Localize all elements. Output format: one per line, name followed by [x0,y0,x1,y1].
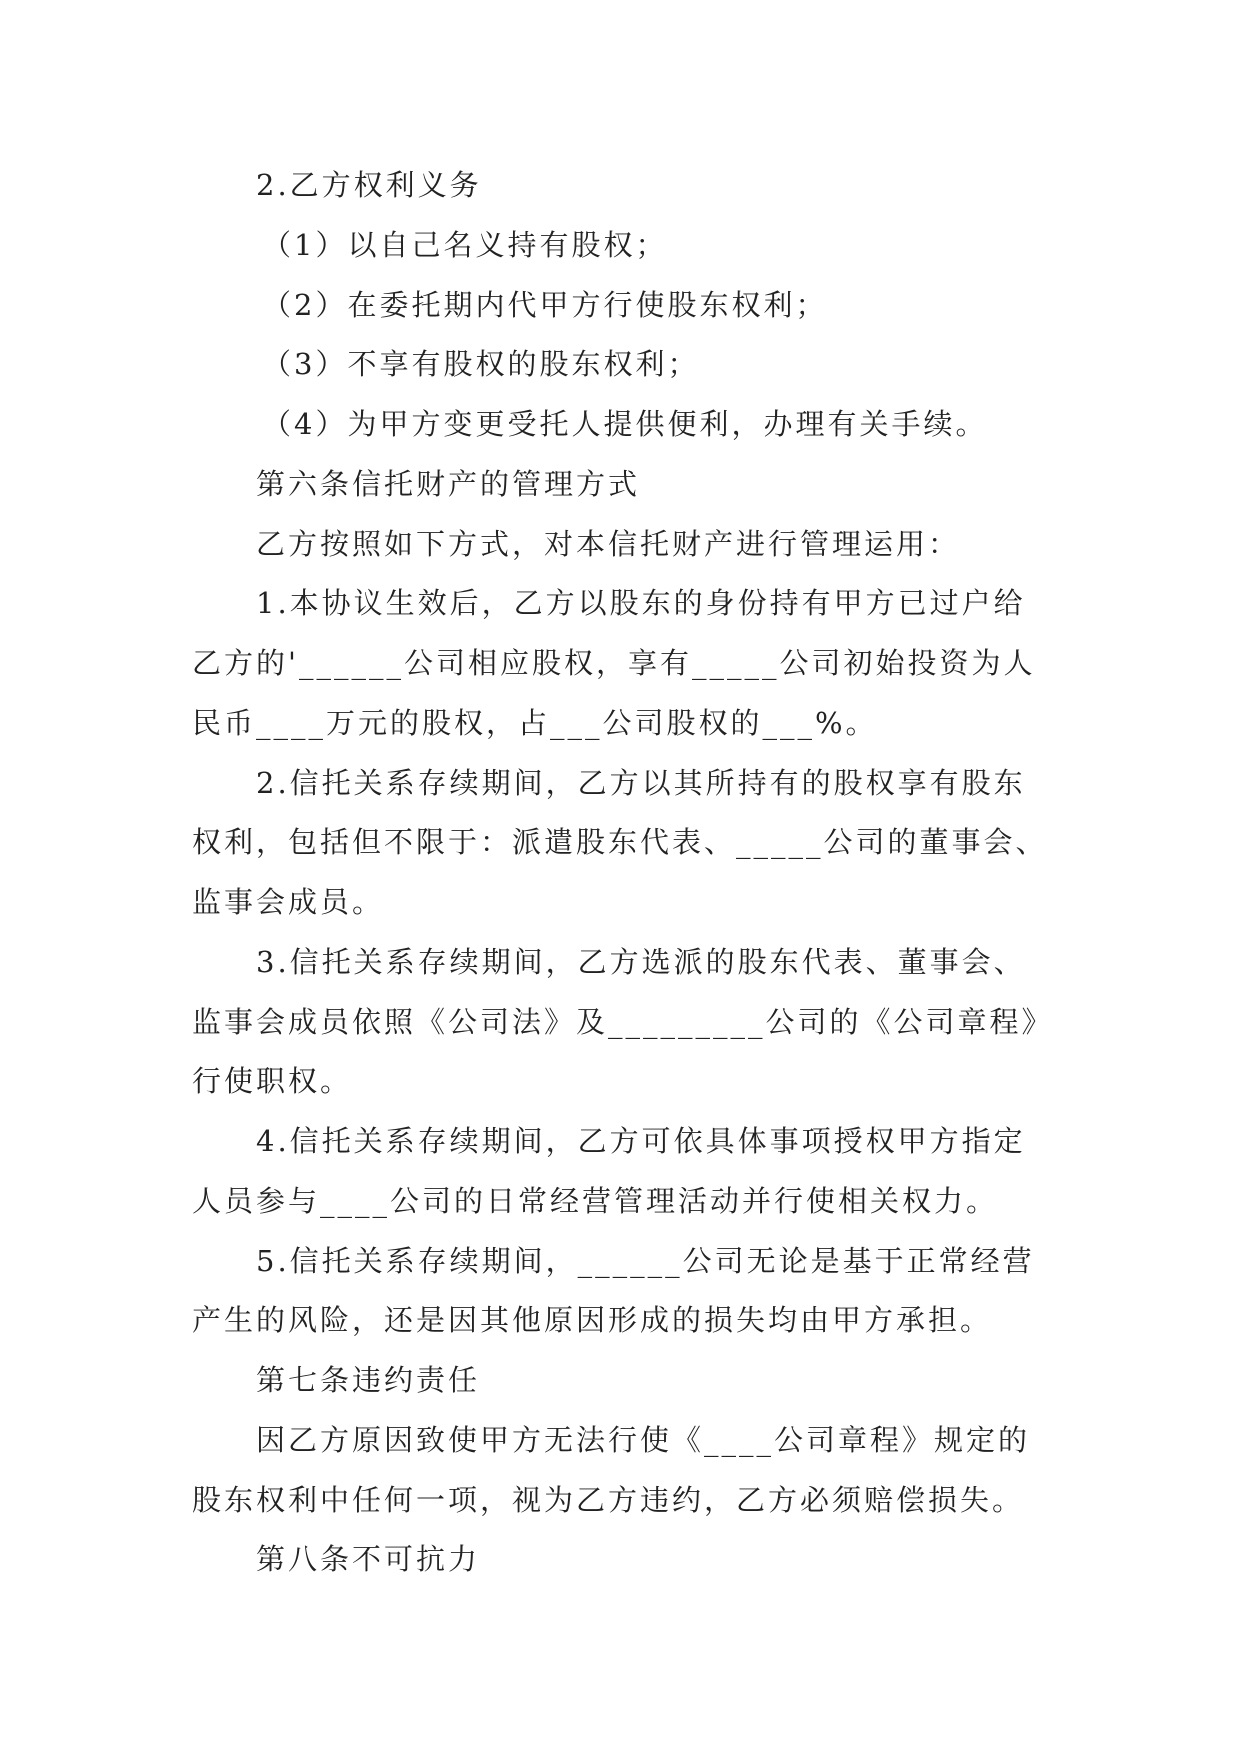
list-item: （3）不享有股权的股东权利； [262,347,700,381]
paragraph: 监事会成员依照《公司法》及_________公司的《公司章程》 [192,1005,1054,1039]
paragraph: 1.本协议生效后，乙方以股东的身份持有甲方已过户给 [256,586,1026,620]
paragraph: 监事会成员。 [192,885,385,919]
paragraph: 权利，包括但不限于：派遣股东代表、_____公司的董事会、 [192,825,1048,859]
paragraph: 3.信托关系存续期间，乙方选派的股东代表、董事会、 [256,945,1026,979]
article-heading: 第八条不可抗力 [256,1542,481,1576]
article-heading: 第七条违约责任 [256,1363,481,1397]
paragraph: 乙方按照如下方式，对本信托财产进行管理运用： [256,527,961,561]
list-item: （2）在委托期内代甲方行使股东权利； [262,288,828,322]
paragraph: 2.信托关系存续期间，乙方以其所持有的股权享有股东 [256,766,1026,800]
paragraph: 行使职权。 [192,1064,353,1098]
list-item: （4）为甲方变更受托人提供便利，办理有关手续。 [262,407,988,441]
article-heading: 第六条信托财产的管理方式 [256,467,641,501]
paragraph: 民币____万元的股权，占___公司股权的___%。 [192,706,878,740]
paragraph: 因乙方原因致使甲方无法行使《____公司章程》规定的 [256,1423,1031,1457]
list-item: （1）以自己名义持有股权； [262,228,668,262]
paragraph: 产生的风险，还是因其他原因形成的损失均由甲方承担。 [192,1303,993,1337]
paragraph: 4.信托关系存续期间，乙方可依具体事项授权甲方指定 [256,1124,1026,1158]
paragraph: 股东权利中任何一项，视为乙方违约，乙方必须赔偿损失。 [192,1483,1025,1517]
section-heading: 2.乙方权利义务 [256,168,482,202]
paragraph: 人员参与____公司的日常经营管理活动并行使相关权力。 [192,1184,999,1218]
paragraph: 乙方的'______公司相应股权，享有_____公司初始投资为人 [192,646,1036,680]
paragraph: 5.信托关系存续期间，______公司无论是基于正常经营 [256,1244,1035,1278]
